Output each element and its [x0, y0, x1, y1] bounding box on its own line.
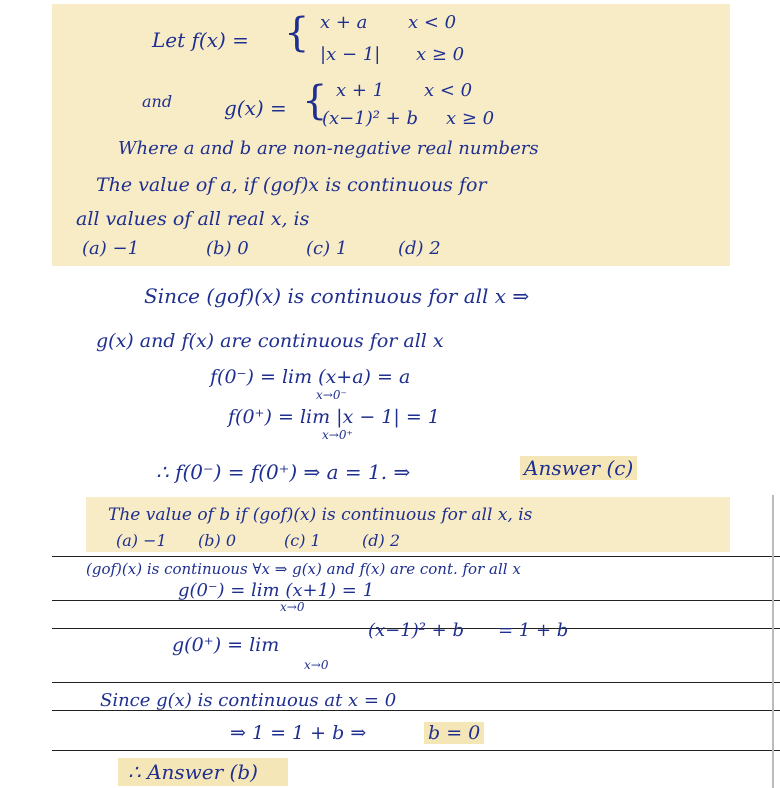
where-line: Where a and b are non-negative real numbers [118, 138, 539, 159]
q2-option-c: (c) 1 [284, 531, 321, 550]
f-condition-2: x ≥ 0 [416, 44, 465, 65]
solution-1-answer: Answer (c) [520, 456, 637, 480]
f-condition-1: x < 0 [408, 12, 457, 33]
solution-2-line-3c: = 1 + b [498, 620, 569, 641]
solution-2-line-2: g(0⁻) = lim (x+1) = 1 [178, 580, 375, 601]
ruled-line [52, 556, 780, 557]
q2-option-b: (b) 0 [198, 531, 236, 550]
option-c: (c) 1 [306, 238, 348, 259]
solution-1-block [52, 270, 772, 492]
page-edge [772, 495, 774, 788]
solution-2-line-5: ⇒ 1 = 1 + b ⇒ [230, 722, 367, 744]
question-2-line: The value of b if (gof)(x) is continuous for all x, is [108, 505, 533, 525]
value-line-1: The value of a, if (gof)x is continuous for [96, 174, 487, 196]
g-case-1: x + 1 [336, 80, 385, 101]
solution-1-line-1: Since (gof)(x) is continuous for all x ⇒ [144, 284, 530, 308]
solution-1-line-3-limit: x→0⁻ [316, 388, 347, 402]
g-case-2: (x−1)² + b [322, 108, 418, 129]
solution-2-line-4: Since g(x) is continuous at x = 0 [100, 690, 397, 711]
q2-option-d: (d) 2 [362, 531, 400, 550]
solution-1-line-5: ∴ f(0⁻) = f(0⁺) ⇒ a = 1. ⇒ [156, 460, 411, 484]
g-brace: { [302, 78, 328, 124]
solution-1-line-3: f(0⁻) = lim (x+a) = a [210, 366, 411, 388]
solution-2-highlight-b: b = 0 [424, 722, 484, 744]
option-d: (d) 2 [398, 238, 441, 259]
question-2-block [86, 497, 730, 555]
solution-2-line-1: (gof)(x) is continuous ∀x ⇒ g(x) and f(x) are cont. for all x [86, 560, 521, 578]
and-label: and [142, 92, 173, 111]
value-line-2: all values of all real x, is [76, 208, 310, 230]
ruled-line [52, 682, 780, 683]
solution-2-line-3b: (x−1)² + b [368, 620, 464, 641]
g-condition-2: x ≥ 0 [446, 108, 495, 129]
option-a: (a) −1 [82, 238, 140, 259]
f-case-1: x + a [320, 12, 368, 33]
f-brace: { [284, 10, 310, 56]
solution-2-line-3-limit: x→0 [304, 658, 329, 672]
question-1-block [52, 4, 730, 266]
solution-2-ruled-area [52, 552, 780, 788]
ruled-line [52, 600, 780, 601]
solution-2-answer: ∴ Answer (b) [118, 758, 288, 786]
solution-2-line-3a: g(0⁺) = lim [172, 634, 280, 656]
g-definition-label: g(x) = [224, 96, 287, 120]
solution-1-line-2: g(x) and f(x) are continuous for all x [96, 330, 444, 352]
option-b: (b) 0 [206, 238, 249, 259]
ruled-line [52, 750, 780, 751]
g-condition-1: x < 0 [424, 80, 473, 101]
q2-option-a: (a) −1 [116, 531, 167, 550]
f-definition-label: Let f(x) = [152, 28, 249, 52]
f-case-2: |x − 1| [320, 44, 381, 65]
solution-2-line-2-limit: x→0 [280, 600, 305, 614]
solution-1-line-4: f(0⁺) = lim |x − 1| = 1 [228, 406, 440, 428]
solution-1-line-4-limit: x→0⁺ [322, 428, 353, 442]
